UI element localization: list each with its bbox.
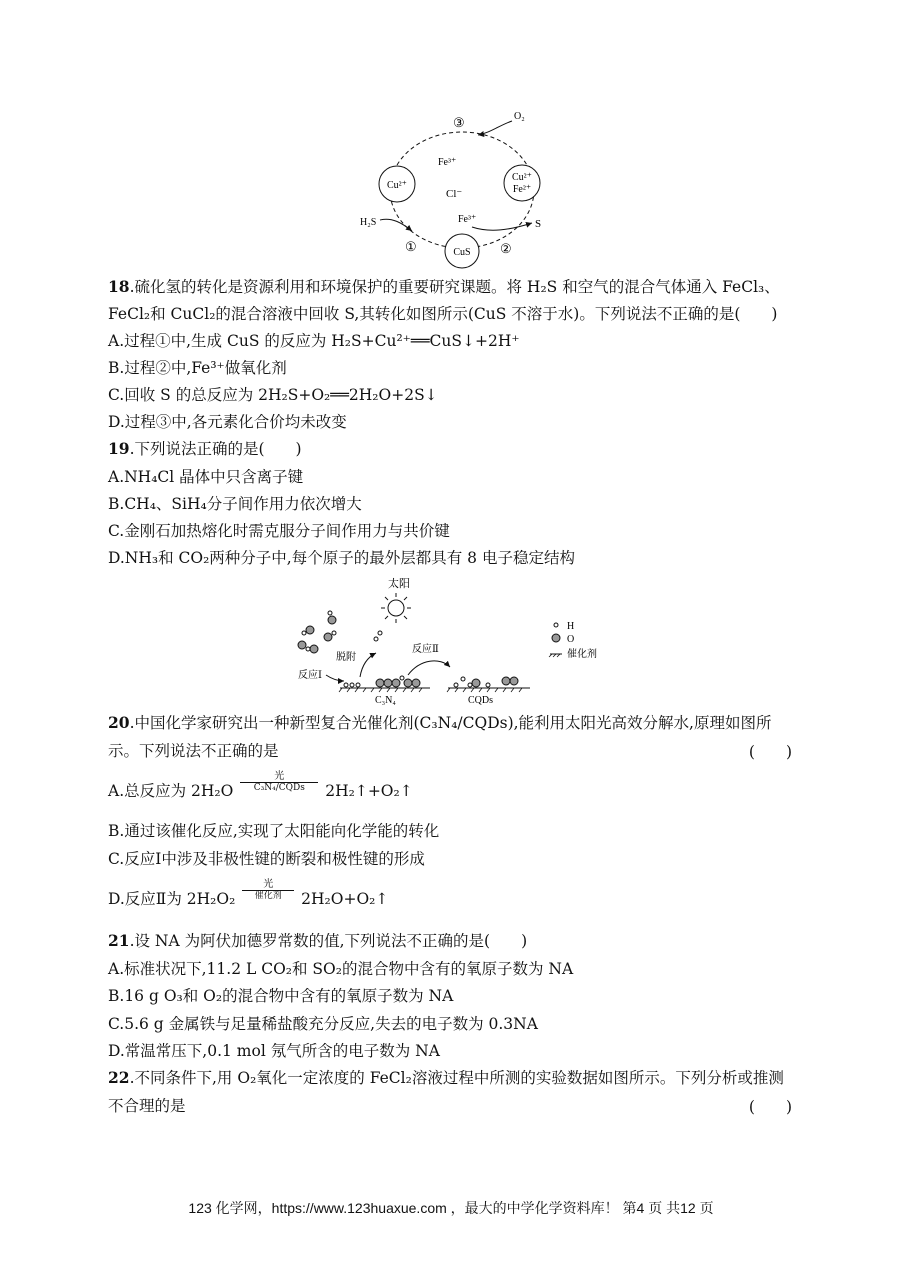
node-label: Cu²⁺: [512, 172, 532, 183]
step-2-label: ②: [500, 241, 512, 256]
q22-stem-line1: 22.不同条件下,用 O₂氧化一定浓度的 FeCl₂溶液过程中所测的实验数据如图所示。下列分析或推测: [108, 1068, 784, 1087]
node-label: Cu²⁺: [387, 180, 407, 191]
legend-h: H: [567, 621, 575, 632]
legend-o: O: [567, 634, 575, 645]
q22-answer-paren: ( ): [748, 1098, 792, 1116]
q18-stem-line1: 18.硫化氢的转化是资源利用和环境保护的重要研究课题。将 H₂S 和空气的混合气体通入 FeCl₃、: [108, 277, 780, 296]
q19-option-d: D.NH₃和 CO₂两种分子中,每个原子的最外层都具有 8 电子稳定结构: [108, 549, 575, 567]
q20-option-c: C.反应Ⅰ中涉及非极性键的断裂和极性键的形成: [108, 850, 425, 868]
q21-option-a: A.标准状况下,11.2 L CO₂和 SO₂的混合物中含有的氧原子数为 NA: [108, 960, 574, 978]
photocatalysis-diagram: [290, 575, 620, 710]
q21-option-d: D.常温常压下,0.1 mol 氖气所含的电子数为 NA: [108, 1042, 440, 1060]
q21-stem: 21.设 NA 为阿伏加德罗常数的值,下列说法不正确的是( ): [108, 931, 528, 950]
reaction-1-label: 反应Ⅰ: [298, 670, 322, 681]
desorb-label: 脱附: [336, 652, 356, 663]
q21-option-c: C.5.6 g 金属铁与足量稀盐酸充分反应,失去的电子数为 0.3NA: [108, 1015, 538, 1033]
q20-stem-line2: 示。下列说法不正确的是: [108, 742, 279, 760]
s-label: S: [535, 218, 542, 230]
reaction-2-label: 反应Ⅱ: [412, 644, 439, 655]
q18-option-d: D.过程③中,各元素化合价均未改变: [108, 413, 347, 431]
q19-option-a: A.NH₄Cl 晶体中只含离子键: [108, 468, 304, 486]
o2-label: O₂: [514, 111, 525, 122]
q19-option-c: C.金刚石加热熔化时需克服分子间作用力与共价键: [108, 522, 450, 540]
node-label: Fe²⁺: [512, 184, 532, 195]
node-cu2-fe2-right: [504, 165, 540, 201]
node-label: CuS: [453, 247, 471, 258]
q20-answer-paren: ( ): [748, 743, 792, 761]
fe3-top-label: Fe³⁺: [438, 157, 457, 168]
q21-option-b: B.16 g O₃和 O₂的混合物中含有的氧原子数为 NA: [108, 987, 454, 1005]
cqds-label: CQDs: [468, 695, 494, 706]
cycle-diagram: [350, 105, 570, 270]
q20-stem-line1: 20.中国化学家研究出一种新型复合光催化剂(C₃N₄/CQDs),能利用太阳光高效分解水,原理如图所: [108, 713, 772, 732]
q19-option-b: B.CH₄、SiH₄分子间作用力依次增大: [108, 495, 362, 513]
q20-option-d: D.反应Ⅱ为 2H₂O₂ 光 催化剂 2H₂O+O₂↑: [108, 878, 389, 908]
q18-stem-line2: FeCl₂和 CuCl₂的混合溶液中回收 S,其转化如图所示(CuS 不溶于水)。下列说法不正确的是( ): [108, 305, 778, 323]
c3n4-label: C₃N₄: [375, 695, 396, 706]
page-footer: 123 化学网，https://www.123huaxue.com ，最大的中学化学资料库！ 第4 页 共12 页: [188, 1200, 714, 1216]
q18-option-a: A.过程①中,生成 CuS 的反应为 H₂S+Cu²⁺══CuS↓+2H⁺: [108, 332, 520, 350]
h2s-label: H₂S: [360, 217, 377, 228]
cl-label: Cl⁻: [446, 188, 463, 200]
q18-option-b: B.过程②中,Fe³⁺做氧化剂: [108, 359, 287, 377]
q19-stem: 19.下列说法正确的是( ): [108, 439, 302, 458]
q20-option-a: A.总反应为 2H₂O 光 C₃N₄/CQDs 2H₂↑+O₂↑: [108, 770, 413, 800]
q22-stem-line2: 不合理的是: [108, 1097, 186, 1115]
q18-option-c: C.回收 S 的总反应为 2H₂S+O₂══2H₂O+2S↓: [108, 386, 438, 404]
sun-icon: [381, 593, 411, 623]
legend-catalyst: 催化剂: [567, 649, 597, 660]
step-3-label: ③: [453, 115, 465, 130]
fe3-bottom-label: Fe³⁺: [458, 214, 477, 225]
step-1-label: ①: [405, 239, 417, 254]
q20-option-b: B.通过该催化反应,实现了太阳能向化学能的转化: [108, 822, 440, 840]
sun-label: 太阳: [388, 578, 410, 590]
